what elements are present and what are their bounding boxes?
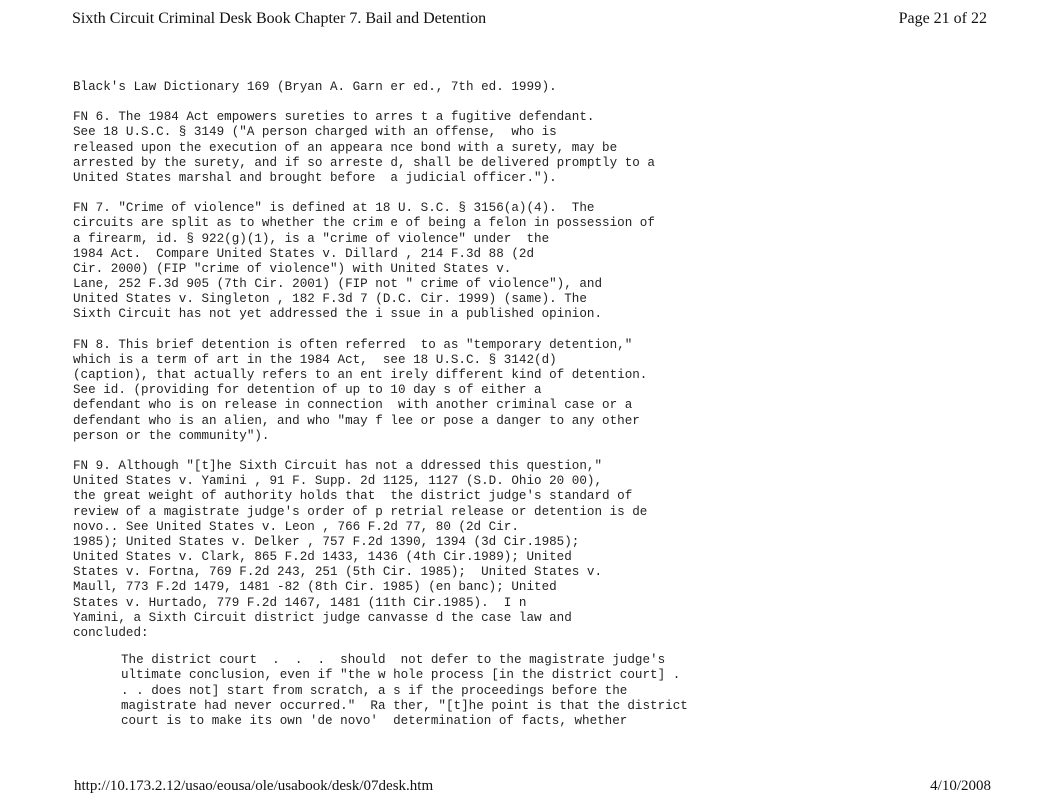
text-line: United States marshal and brought before a judicial officer."). [73, 170, 557, 185]
text-line: States v. Fortna, 769 F.2d 243, 251 (5th Cir. 1985); United States v. [73, 565, 603, 580]
text-line: review of a magistrate judge's order of p retrial release or detention is de [73, 504, 648, 519]
quote-line: magistrate had never occurred." Ra ther, "[t]he point is that the district [121, 698, 688, 713]
text-line: which is a term of art in the 1984 Act, see 18 U.S.C. § 3142(d) [73, 352, 557, 367]
footnote-9 [73, 459, 733, 641]
text-line: See id. (providing for detention of up to 10 day s of either a [73, 383, 542, 398]
footer-date: 4/10/2008 [930, 778, 991, 794]
text-line: a firearm, id. § 922(g)(1), is a "crime of violence" under the [73, 231, 550, 246]
text-line: concluded: [73, 626, 149, 640]
text-line: arrested by the surety, and if so arreste d, shall be delivered promptly to a [73, 155, 655, 170]
text-line: 1984 Act. Compare United States v. Dillard , 214 F.3d 88 (2d [73, 246, 535, 261]
text-line: (caption), that actually refers to an ent irely different kind of detention. [73, 368, 648, 382]
footnote-8 [73, 338, 733, 444]
text-line: Yamini, a Sixth Circuit district judge canvasse d the case law and [73, 610, 572, 625]
text-line: the great weight of authority holds that the district judge's standard of [73, 489, 633, 504]
quote-line: . . does not] start from scratch, a s if the proceedings before the [121, 683, 628, 698]
footnote-7 [73, 201, 733, 323]
text-line: novo.. See United States v. Leon , 766 F.2d 77, 80 (2d Cir. [73, 519, 519, 534]
text-line: Cir. 2000) (FIP "crime of violence") with United States v. [73, 261, 512, 276]
text-line: Lane, 252 F.3d 905 (7th Cir. 2001) (FIP not " crime of violence"), and [73, 277, 603, 292]
text-line: FN 9. Although "[t]he Sixth Circuit has not a ddressed this question," [73, 458, 603, 473]
text-line: Maull, 773 F.2d 1479, 1481 -82 (8th Cir. 1985) (en banc); United [73, 580, 557, 595]
text-line: See 18 U.S.C. § 3149 ("A person charged with an offense, who is [73, 125, 557, 140]
text-line: FN 7. "Crime of violence" is defined at 18 U. S.C. § 3156(a)(4). The [73, 201, 595, 216]
text-line: released upon the execution of an appeara nce bond with a surety, may be [73, 140, 618, 155]
text-line: United States v. Singleton , 182 F.3d 7 (D.C. Cir. 1999) (same). The [73, 292, 587, 307]
text-line: person or the community"). [73, 428, 270, 443]
footer-url: http://10.173.2.12/usao/eousa/ole/usabook/desk/07desk.htm [74, 778, 434, 794]
page-number: Page 21 of 22 [898, 10, 987, 27]
quote-line: The district court . . . should not defer to the magistrate judge's [121, 653, 666, 668]
footnote-6 [73, 110, 733, 186]
text-line: Sixth Circuit has not yet addressed the i ssue in a published opinion. [73, 307, 603, 322]
paragraph-citation [73, 80, 733, 95]
text-line: circuits are split as to whether the crim e of being a felon in possession of [73, 216, 655, 231]
text-line: FN 6. The 1984 Act empowers sureties to arres t a fugitive defendant. [73, 110, 595, 125]
text-line: United States v. Clark, 865 F.2d 1433, 1436 (4th Cir.1989); United [73, 550, 572, 565]
text-line: Black's Law Dictionary 169 (Bryan A. Garn er ed., 7th ed. 1999). [73, 80, 557, 94]
text-line: FN 8. This brief detention is often referred to as "temporary detention," [73, 337, 633, 352]
text-line: States v. Hurtado, 779 F.2d 1467, 1481 (11th Cir.1985). I n [73, 595, 527, 610]
page-body [73, 80, 733, 729]
text-line: defendant who is on release in connection with another criminal case or a [73, 398, 633, 413]
quote-line: ultimate conclusion, even if "the w hole process [in the district court] . [121, 668, 681, 683]
text-line: defendant who is an alien, and who "may f lee or pose a danger to any other [73, 413, 640, 428]
text-line: 1985); United States v. Delker , 757 F.2d 1390, 1394 (3d Cir.1985); [73, 534, 580, 549]
header-title: Sixth Circuit Criminal Desk Book Chapter 7. Bail and Detention [72, 10, 487, 27]
text-line: United States v. Yamini , 91 F. Supp. 2d 1125, 1127 (S.D. Ohio 20 00), [73, 474, 603, 489]
block-quote [121, 653, 733, 729]
quote-line: court is to make its own 'de novo' determination of facts, whether [121, 713, 628, 728]
